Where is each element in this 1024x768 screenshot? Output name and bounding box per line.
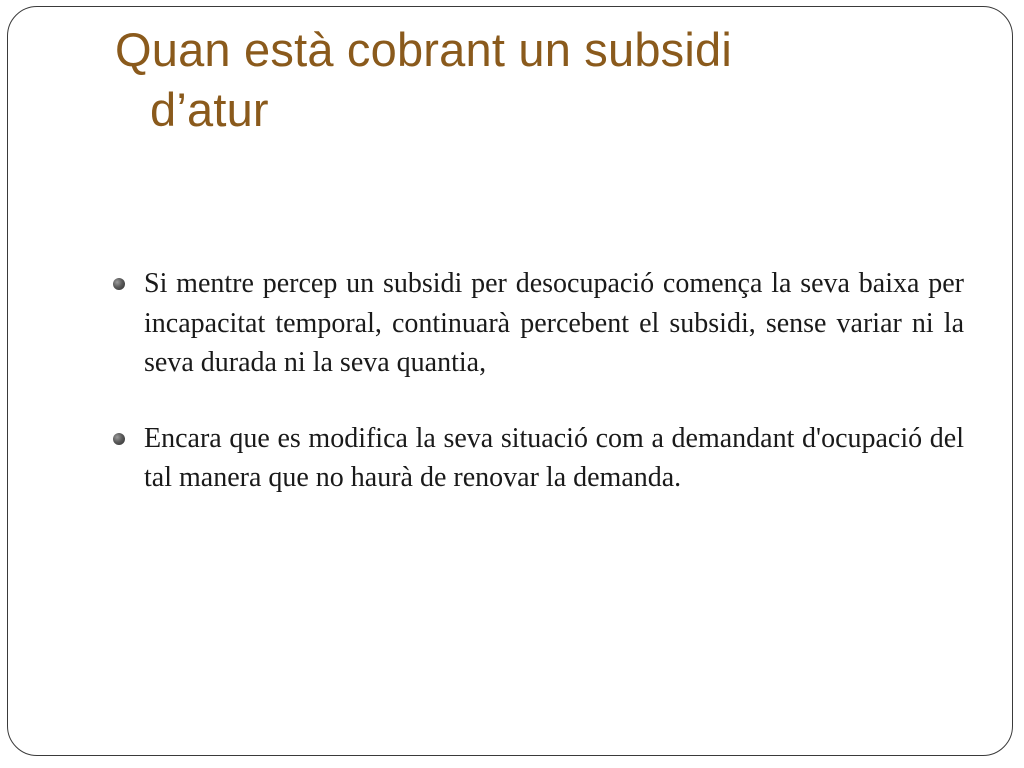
bullet-item — [112, 419, 964, 498]
bullet-item — [112, 264, 964, 383]
slide-title — [115, 20, 895, 140]
bullet-list — [112, 264, 964, 534]
bullet-dot-icon — [113, 433, 125, 445]
bullet-text: Si mentre percep un subsidi per desocupació comença la seva baixa per incapacitat temporal, continuarà percebent el subsidi, sense variar ni la seva durada ni la seva quantia, — [144, 268, 964, 378]
slide-title-line-1: Quan està cobrant un subsidi — [115, 23, 732, 76]
bullet-dot-icon — [113, 278, 125, 290]
bullet-text: Encara que es modifica la seva situació com a demandant d'ocupació del tal manera que no haurà de renovar la demanda. — [144, 422, 964, 493]
slide-title-line-2: d’atur — [150, 83, 269, 136]
